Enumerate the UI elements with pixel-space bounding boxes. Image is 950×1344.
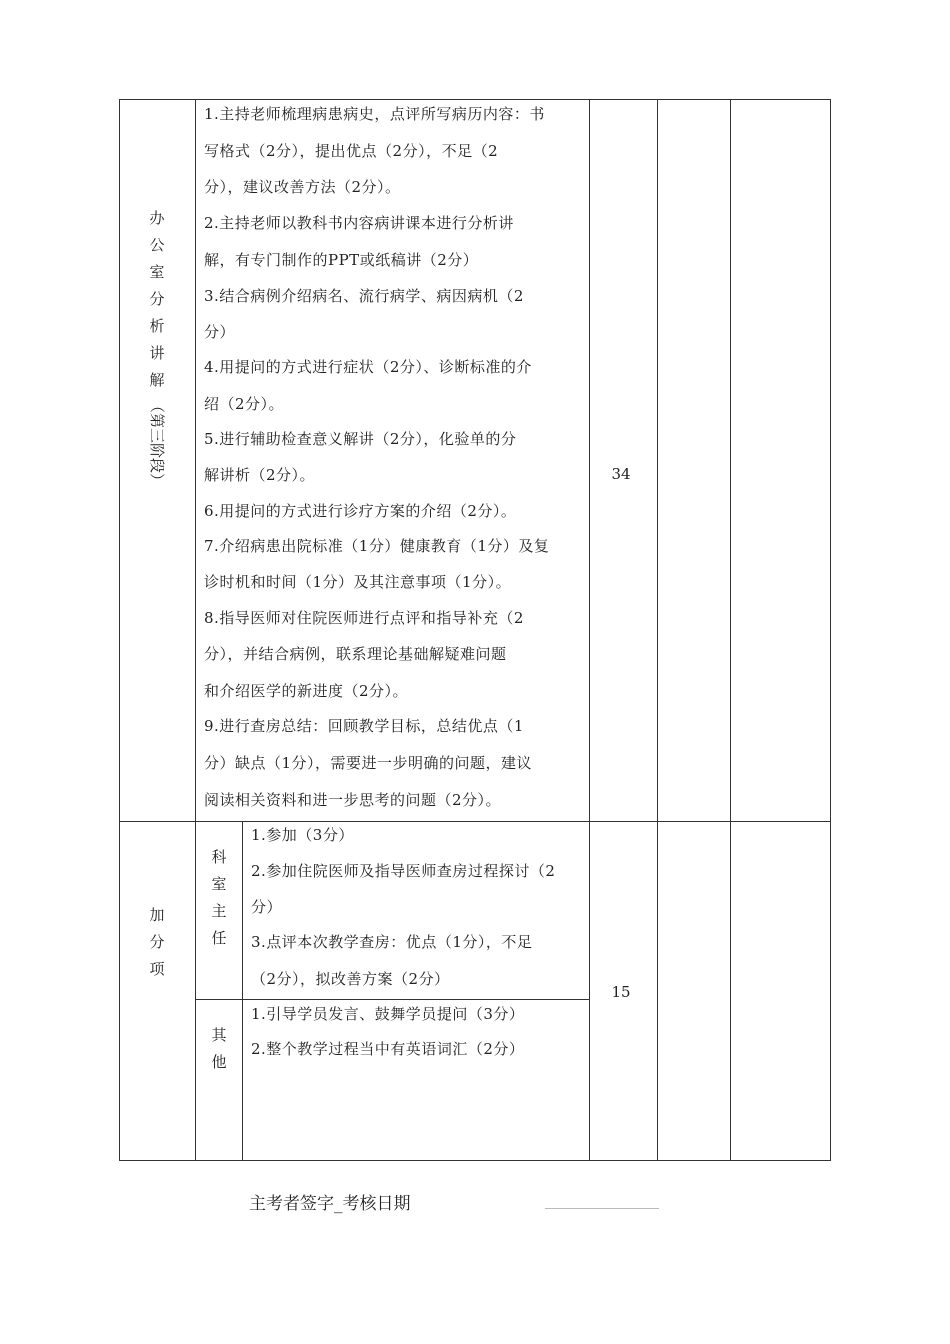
- content-line: 分），并结合病例，联系理论基础解疑难问题: [204, 645, 507, 663]
- content-line: （2分），拟改善方案（2分）: [251, 970, 450, 988]
- content-line: 诊时机和时间（1分）及其注意事项（1分）。: [204, 573, 512, 591]
- section1-stage-label: （第三阶段）: [148, 398, 166, 489]
- sublabel-column-divider: [242, 821, 243, 1161]
- content-line: 阅读相关资料和进一步思考的问题（2分）。: [204, 791, 502, 809]
- content-line: 8.指导医师对住院医师进行点评和指导补充（2: [204, 609, 524, 627]
- content-line: 1.参加（3分）: [251, 826, 354, 844]
- content-line: 1.引导学员发言、鼓舞学员提问（3分）: [251, 1005, 525, 1023]
- content-line: 2.主持老师以教科书内容病讲课本进行分析讲: [204, 214, 514, 232]
- sub2-label: 其他: [211, 1026, 227, 1071]
- signature-label: 主考者签字_考核日期: [249, 1194, 411, 1214]
- content-line: 2.参加住院医师及指导医师查房过程探讨（2: [251, 862, 556, 880]
- table-left-border: [119, 99, 120, 1161]
- signature-line: [545, 1208, 659, 1209]
- content-line: 解讲析（2分）。: [204, 466, 316, 484]
- content-line: 分）缺点（1分），需要进一步明确的问题，建议: [204, 754, 533, 772]
- content-line: 6.用提问的方式进行诊疗方案的介绍（2分）。: [204, 502, 517, 520]
- section2-label: 加分项: [149, 906, 165, 978]
- score-column-divider: [657, 99, 658, 1161]
- content-line: 4.用提问的方式进行症状（2分）、诊断标准的介: [204, 358, 532, 376]
- table-right-border: [830, 99, 831, 1161]
- table-bottom-border: [119, 1160, 831, 1161]
- content-line: 分），建议改善方法（2分）。: [204, 178, 401, 196]
- content-line: 绍（2分）。: [204, 395, 285, 413]
- label-column-divider: [195, 99, 196, 1161]
- section1-label: 办公室分析讲解: [149, 209, 165, 389]
- content-line: 分）: [204, 323, 236, 341]
- table-top-border: [119, 99, 831, 100]
- content-line: 解，有专门制作的PPT或纸稿讲（2分）: [204, 251, 479, 269]
- content-line: 1.主持老师梳理病患病史，点评所写病历内容：书: [204, 105, 545, 123]
- content-line: 3.点评本次教学查房：优点（1分），不足: [251, 933, 533, 951]
- section-divider: [119, 821, 831, 822]
- blank-column-divider: [730, 99, 731, 1161]
- section1-score: 34: [611, 465, 631, 483]
- content-line: 写格式（2分），提出优点（2分），不足（2: [204, 142, 499, 160]
- subsection-divider: [195, 999, 589, 1000]
- sub1-label: 科室主任: [211, 848, 227, 947]
- content-line: 和介绍医学的新进度（2分）。: [204, 682, 409, 700]
- content-line: 9.进行查房总结：回顾教学目标，总结优点（1: [204, 717, 524, 735]
- section2-score: 15: [611, 983, 631, 1001]
- content-line: 分）: [251, 898, 283, 916]
- content-line: 7.介绍病患出院标准（1分）健康教育（1分）及复: [204, 537, 550, 555]
- content-column-divider: [589, 99, 590, 1161]
- content-line: 3.结合病例介绍病名、流行病学、病因病机（2: [204, 287, 524, 305]
- content-line: 5.进行辅助检查意义解讲（2分），化验单的分: [204, 430, 517, 448]
- content-line: 2.整个教学过程当中有英语词汇（2分）: [251, 1040, 525, 1058]
